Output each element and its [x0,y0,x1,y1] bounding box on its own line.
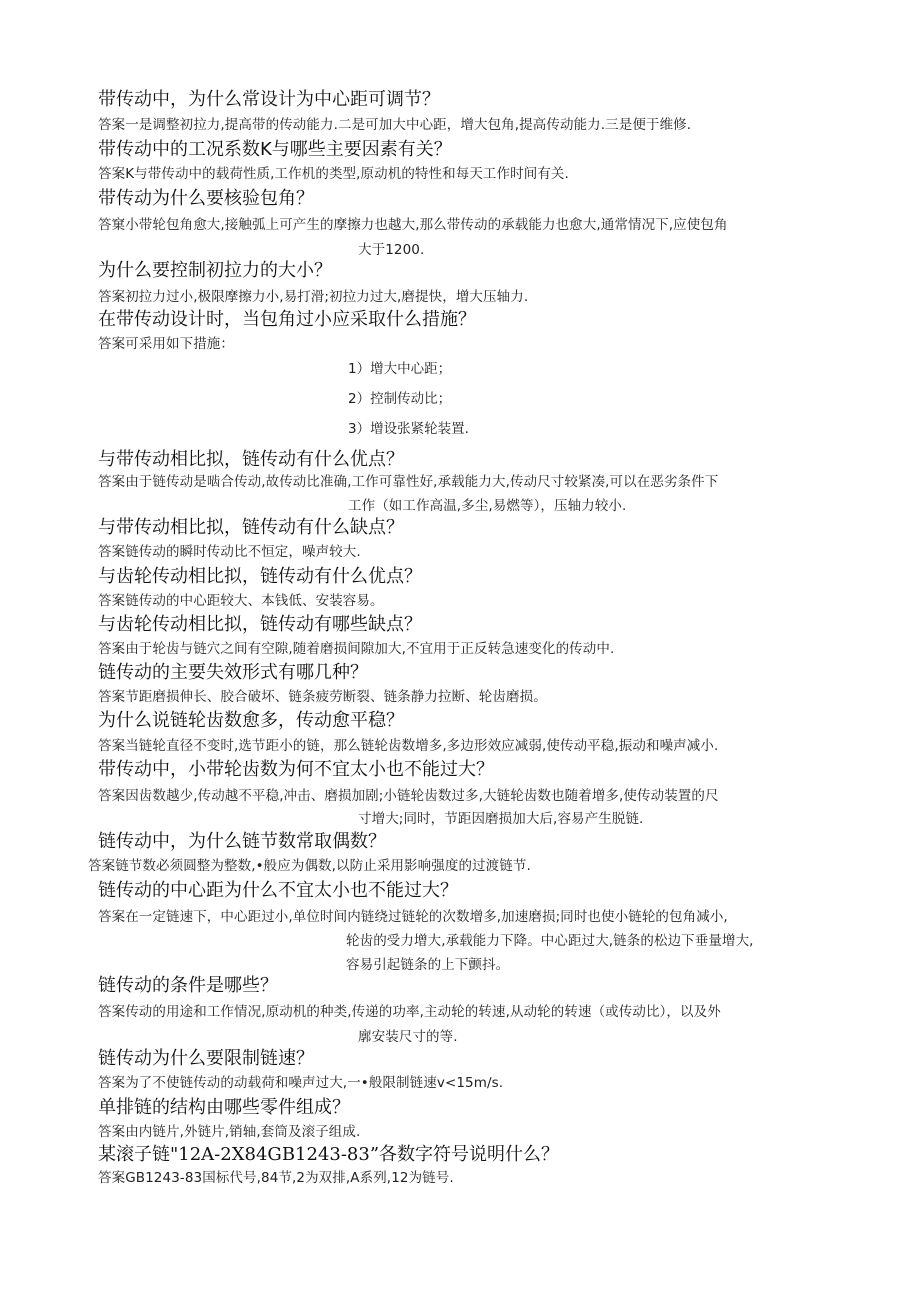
answer-15-line-1: 答案传动的用途和工作情况,原动机的种类,传递的功率,主动轮的转速,从动轮的转速（或传动比），以及外 [98,1004,721,1020]
question-14: 链传动的中心距为什么不宜太小也不能过大？ [98,880,458,901]
answer-12-line-1: 答案因齿数越少,传动越不平稳,冲击、磨损加剧;小链轮齿数过多,大链轮齿数也随着增多,使传动装置的尺 [98,788,719,804]
answer-14-line-1: 答案在一定链速下，中心距过小,单位时间内链绕过链轮的次数增多,加速磨损;同时也使小链轮的包角减小, [98,909,728,925]
answer-9: 答案由于轮齿与链穴之间有空隙,随着磨损间隙加大,不宜用于正反转急速变化的传动中. [98,641,615,657]
answer-17: 答案由内链片,外链片,销轴,套筒及滚子组成. [98,1124,361,1140]
answer-11: 答案当链轮直径不变时,选节距小的链，那么链轮齿数增多,多边形效应减弱,使传动平稳,振动和噪声减小. [98,738,719,754]
answer-3-line-1: 答窠小带轮包角愈大,接触弧上可产生的摩擦力也越大,那么带传动的承载能力也愈大,通常情况下,应使包角 [98,217,728,233]
answer-14-line-2: 轮齿的受力增大,承载能力下降。中心距过大,链条的松边下垂量增大, [346,933,754,949]
answer-16: 答案为了不使链传动的动载荷和噪声过大,一•般限制链速v<15m∕s. [98,1075,504,1091]
question-1: 带传动中，为什么常设计为中心距可调节？ [98,89,440,110]
answer-2: 答案K与带传动中的载荷性质,工作机的类型,原动机的特性和每天工作时间有关. [98,166,569,182]
answer-5-intro: 答案可采用如下措施： [98,336,234,352]
question-6: 与带传动相比拟，链传动有什么优点？ [98,449,404,470]
answer-8: 答案链传动的中心距较大、本钱低、安装容易。 [98,593,384,609]
measure-item-1: 1）增大中心距； [348,361,452,377]
question-9: 与齿轮传动相比拟，链传动有哪些缺点？ [98,614,422,635]
answer-12-line-2: 寸增大;同时，节距因磨损加大后,容易产生脱链. [358,811,644,827]
question-13: 链传动中，为什么链节数常取偶数？ [98,831,386,852]
answer-4: 答案初拉力过小,极限摩擦力小,易打滑;初拉力过大,磨提快，增大压轴力. [98,289,529,305]
answer-13: 答案链节数必须圆整为整数,•般应为偶数,以防止采用影响强度的过渡链节. [88,858,531,874]
measure-item-3: 3）增设张紧轮装置. [348,421,469,437]
answer-6-line-1: 答案由于链传动是啮合传动,故传动比准确,工作可靠性好,承载能力大,传动尺寸较紧凑,可以在恶劣条件下 [98,474,719,490]
question-3: 带传动为什么要核验包角？ [98,188,314,209]
question-7: 与带传动相比拟，链传动有什么缺点？ [98,517,404,538]
answer-6-line-2: 工作（如工作高温,多尘,易燃等），压轴力较小. [348,498,627,514]
question-5: 在带传动设计时，当包角过小应采取什么措施？ [98,309,476,330]
question-11: 为什么说链轮齿数愈多，传动愈平稳？ [98,710,404,731]
answer-1: 答案一是调整初拉力,提高带的传动能力.二是可加大中心距，增大包角,提高传动能力.三是便于维修. [98,117,692,133]
measure-item-2: 2）控制传动比； [348,391,452,407]
question-17: 单排链的结构由哪些零件组成？ [98,1097,350,1118]
question-2: 带传动中的工况系数K与哪些主要因素有关？ [98,139,452,160]
question-16: 链传动为什么要限制链速？ [98,1048,314,1069]
question-18: 某滚子链"12A-2X84GB1243-83”各数字符号说明什么？ [98,1144,560,1165]
answer-10: 答案节距磨损伸长、胶合破坏、链条疲劳断裂、链条静力拉断、轮齿磨损。 [98,689,547,705]
answer-3-line-2: 大于1200. [358,242,425,258]
question-12: 带传动中，小带轮齿数为何不宜太小也不能过大？ [98,759,494,780]
question-4: 为什么要控制初拉力的大小？ [98,260,332,281]
answer-7: 答案链传动的瞬时传动比不恒定，噪声较大. [98,544,361,560]
answer-15-line-2: 廓安装尺寸的等. [358,1029,458,1045]
question-8: 与齿轮传动相比拟，链传动有什么优点？ [98,566,422,587]
question-10: 链传动的主要失效形式有哪几种？ [98,662,368,683]
answer-14-line-3: 容易引起链条的上下颤抖。 [346,957,510,973]
question-15: 链传动的条件是哪些？ [98,975,278,996]
answer-18: 答案GB1243-83国标代号,84节,2为双排,A系列,12为链号. [98,1170,454,1186]
